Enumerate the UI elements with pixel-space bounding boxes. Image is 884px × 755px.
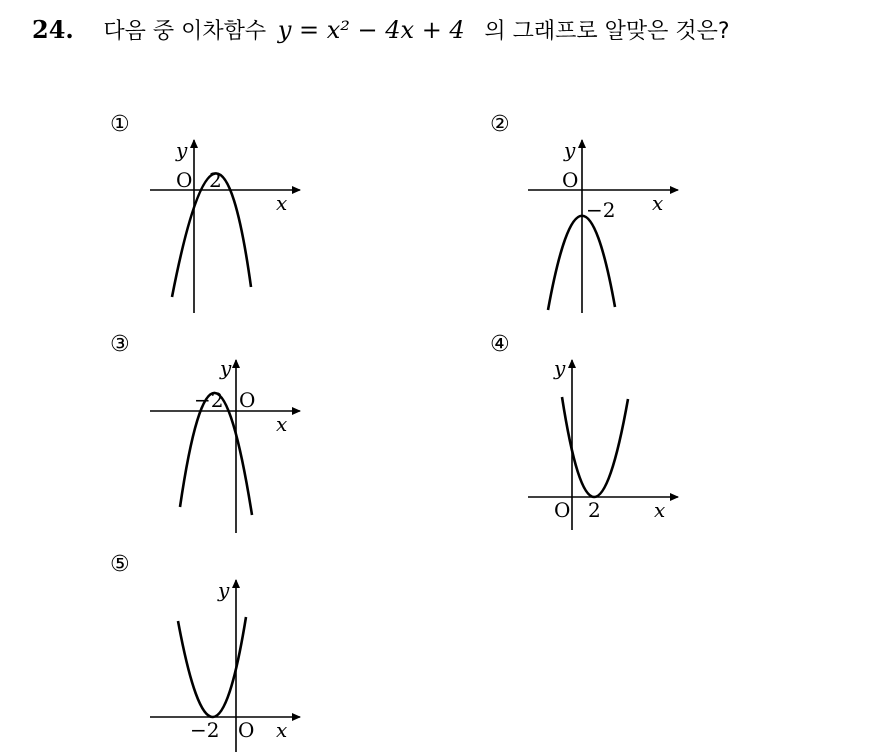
point-label: −2 <box>586 198 616 222</box>
y-axis-label: y <box>176 138 188 162</box>
y-axis-label: y <box>564 138 576 162</box>
option-2-graph[interactable] <box>520 135 695 320</box>
option-5-graph[interactable] <box>140 575 315 755</box>
option-1-label[interactable]: ① <box>110 112 130 137</box>
option-4-graph[interactable] <box>520 355 695 540</box>
y-axis-label: y <box>220 356 232 380</box>
point-label: −2 <box>194 388 224 412</box>
option-2-label[interactable]: ② <box>490 112 510 137</box>
option-3-graph[interactable] <box>140 355 315 540</box>
question-formula: y = x² − 4x + 4 <box>277 16 465 44</box>
origin-label: O <box>238 718 255 742</box>
x-axis-label: x <box>654 498 666 522</box>
point-label: −2 <box>190 718 220 742</box>
question-number: 24. <box>32 15 74 44</box>
option-1-graph[interactable] <box>140 135 315 320</box>
origin-label: O <box>562 168 579 192</box>
option-4-label[interactable]: ④ <box>490 332 510 357</box>
point-label: 2 <box>209 168 222 192</box>
x-axis-label: x <box>276 412 288 436</box>
x-axis-label: x <box>652 191 664 215</box>
origin-label: O <box>554 498 571 522</box>
origin-label: O <box>239 388 256 412</box>
option-5-label[interactable]: ⑤ <box>110 552 130 577</box>
x-axis-label: x <box>276 718 288 742</box>
option-3-label[interactable]: ③ <box>110 332 130 357</box>
y-axis-label: y <box>218 578 230 602</box>
y-axis-label: y <box>554 356 566 380</box>
origin-label: O <box>176 168 193 192</box>
question-text-end: 의 그래프로 알맞은 것은? <box>484 19 730 44</box>
x-axis-label: x <box>276 191 288 215</box>
question-text: 다음 중 이차함수 <box>103 19 267 44</box>
point-label: 2 <box>588 498 601 522</box>
question <box>32 12 730 50</box>
